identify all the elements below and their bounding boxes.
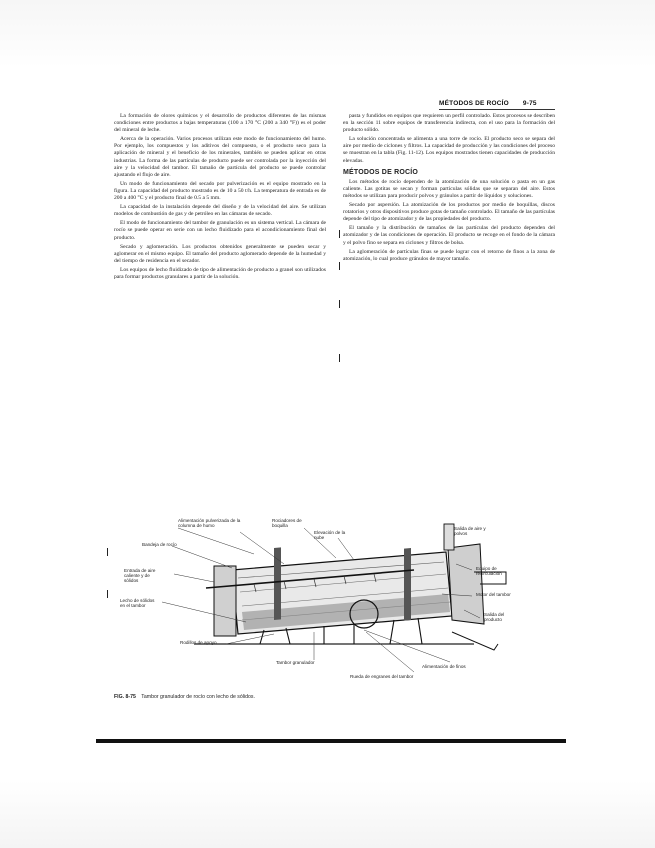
figure-label: Rociadores de boquilla [272,518,302,529]
right-paragraph: pasta y fundidos en equipos que requieren un perfil controlado. Estos procesos se describen en la sección 11 sobre equipos de transferencia indirecta, con el uso para la formación del producto sólido. [343,113,555,134]
right-paragraph: El tamaño y la distribución de tamaños de las partículas del producto dependen del atomizador y de las condiciones de operación. El producto se recoge en el fondo de la cámara y el polvo fino se separa en ciclones y filtros de bolsa. [343,225,555,246]
left-paragraph: Un modo de funcionamiento del secado por pulverización es el equipo mostrado en la figura. La capacidad del producto mostrado es de 10 a 50 t/h. La temperatura de entrada es de 200 a 400 °C y el producto final de 0.5 a 5 mm. [114,180,326,202]
header-rule [439,109,555,110]
figure-label: Rueda de engranes del tambor [350,674,414,679]
figure-number: FIG. 8-75 [114,694,136,700]
figure-label: Equipo de recirculación [476,566,502,577]
right-paragraph: La solución concentrada se alimenta a una torre de rocío. El producto seco se separa del aire por medio de ciclones y filtros. La capacidad de producción y las condiciones del proceso se muestran en la tabla (Fig. 11-12). Los equipos mostrados tienen capacidades de producción elevadas. [343,136,555,164]
margin-change-bar [107,590,108,598]
figure-label: Motor del tambor [476,592,511,597]
figure-label: Entrada de aire caliente y de sólidos [124,568,156,584]
section-heading: MÉTODOS DE ROCÍO [343,168,419,176]
left-column [114,113,326,283]
figure-caption [114,694,374,700]
figure-label: Elevación de la nube [314,530,346,541]
right-paragraph: Secado por aspersión. La atomización de los productos por medio de boquillas, discos rotatorios y otros dispositivos produce gotas de tamaño controlado. El tamaño de las partículas depende del tipo de atomizador y de las propiedades del producto. [343,202,555,223]
figure-label: Bandeja de rocío [142,542,177,547]
right-column [343,113,555,265]
margin-change-bar [339,230,340,238]
figure-label: Salida del producto [484,612,505,623]
margin-change-bar [339,300,340,308]
figure-label: Salida de aire y polvos [454,526,486,537]
left-paragraph: Los equipos de lecho fluidizado de tipo de alimentación de producto a granel son utilizados para formar productos granulares a partir de la solución. [114,266,326,280]
granulator-figure [114,512,544,690]
left-paragraph: La capacidad de la instalación depende del diseño y de la velocidad del aire. Se utilizan modelos de combustión de gas y de petróleo en las cámaras de secado. [114,204,326,218]
figure-label: Tambor granulador [276,660,315,665]
left-paragraph: Acerca de la operación. Varios procesos utilizan este modo de funcionamiento del humo. Por ejemplo, los compuestos y los aditivos del compuesto, o el producto seco para la aplicación de mineral y el beneficio de los minerales, también se pueden aplicar en otras industrias. La forma de las partículas de producto puede ser controlada por la inyección del aire y la velocidad del tambor. El tamaño de partícula del producto se puede controlar ajustando el flujo de aire. [114,136,326,178]
section-title: MÉTODOS DE ROCÍO [439,99,509,107]
figure-label: Lecho de sólidos en el tambor [120,598,155,609]
page-number: 9-75 [522,99,537,107]
figure-label: Alimentación pulverizada de la columna de humo [178,518,241,529]
figure-label: Rodillos de apoyo [180,640,217,645]
figure-label: Alimentación de finos [422,664,466,669]
left-paragraph: Secado y aglomeración. Los productos obtenidos generalmente se pueden secar y aglomerar en el mismo equipo. El tamaño del producto aglomerado depende de la humedad y del tiempo de residencia en el secador. [114,243,326,264]
right-paragraph: La aglomeración de partículas finas se puede lograr con el retorno de finos a la zona de atomización, lo cual produce gránulos de mayor tamaño. [343,248,555,262]
running-header [439,96,555,110]
margin-change-bar [339,354,340,362]
left-paragraph: El modo de funcionamiento del tambor de granulación es un sistema vertical. La cámara de rocío se puede operar en serie con un lecho fluidizado para el acondicionamiento final del producto. [114,220,326,241]
left-paragraph: La formación de olores químicos y el desarrollo de productos diferentes de las mismas condiciones entre productos a bajas temperaturas (100 a 170 °C (200 a 340 °F)) es el poder del mineral de leche. [114,113,326,134]
margin-change-bar [339,262,340,270]
page-bottom-rule [96,739,566,743]
right-paragraph: Los métodos de rocío dependen de la atomización de una solución o pasta en un gas caliente. Las gotitas se secan y forman partículas sólidas que se separan del aire. Estos métodos se utilizan para producir polvos y gránulos a partir de líquidos y soluciones. [343,178,555,199]
figure-caption-text: Tambor granulador de rocío con lecho de sólidos. [141,694,255,700]
margin-change-bar [107,548,108,556]
